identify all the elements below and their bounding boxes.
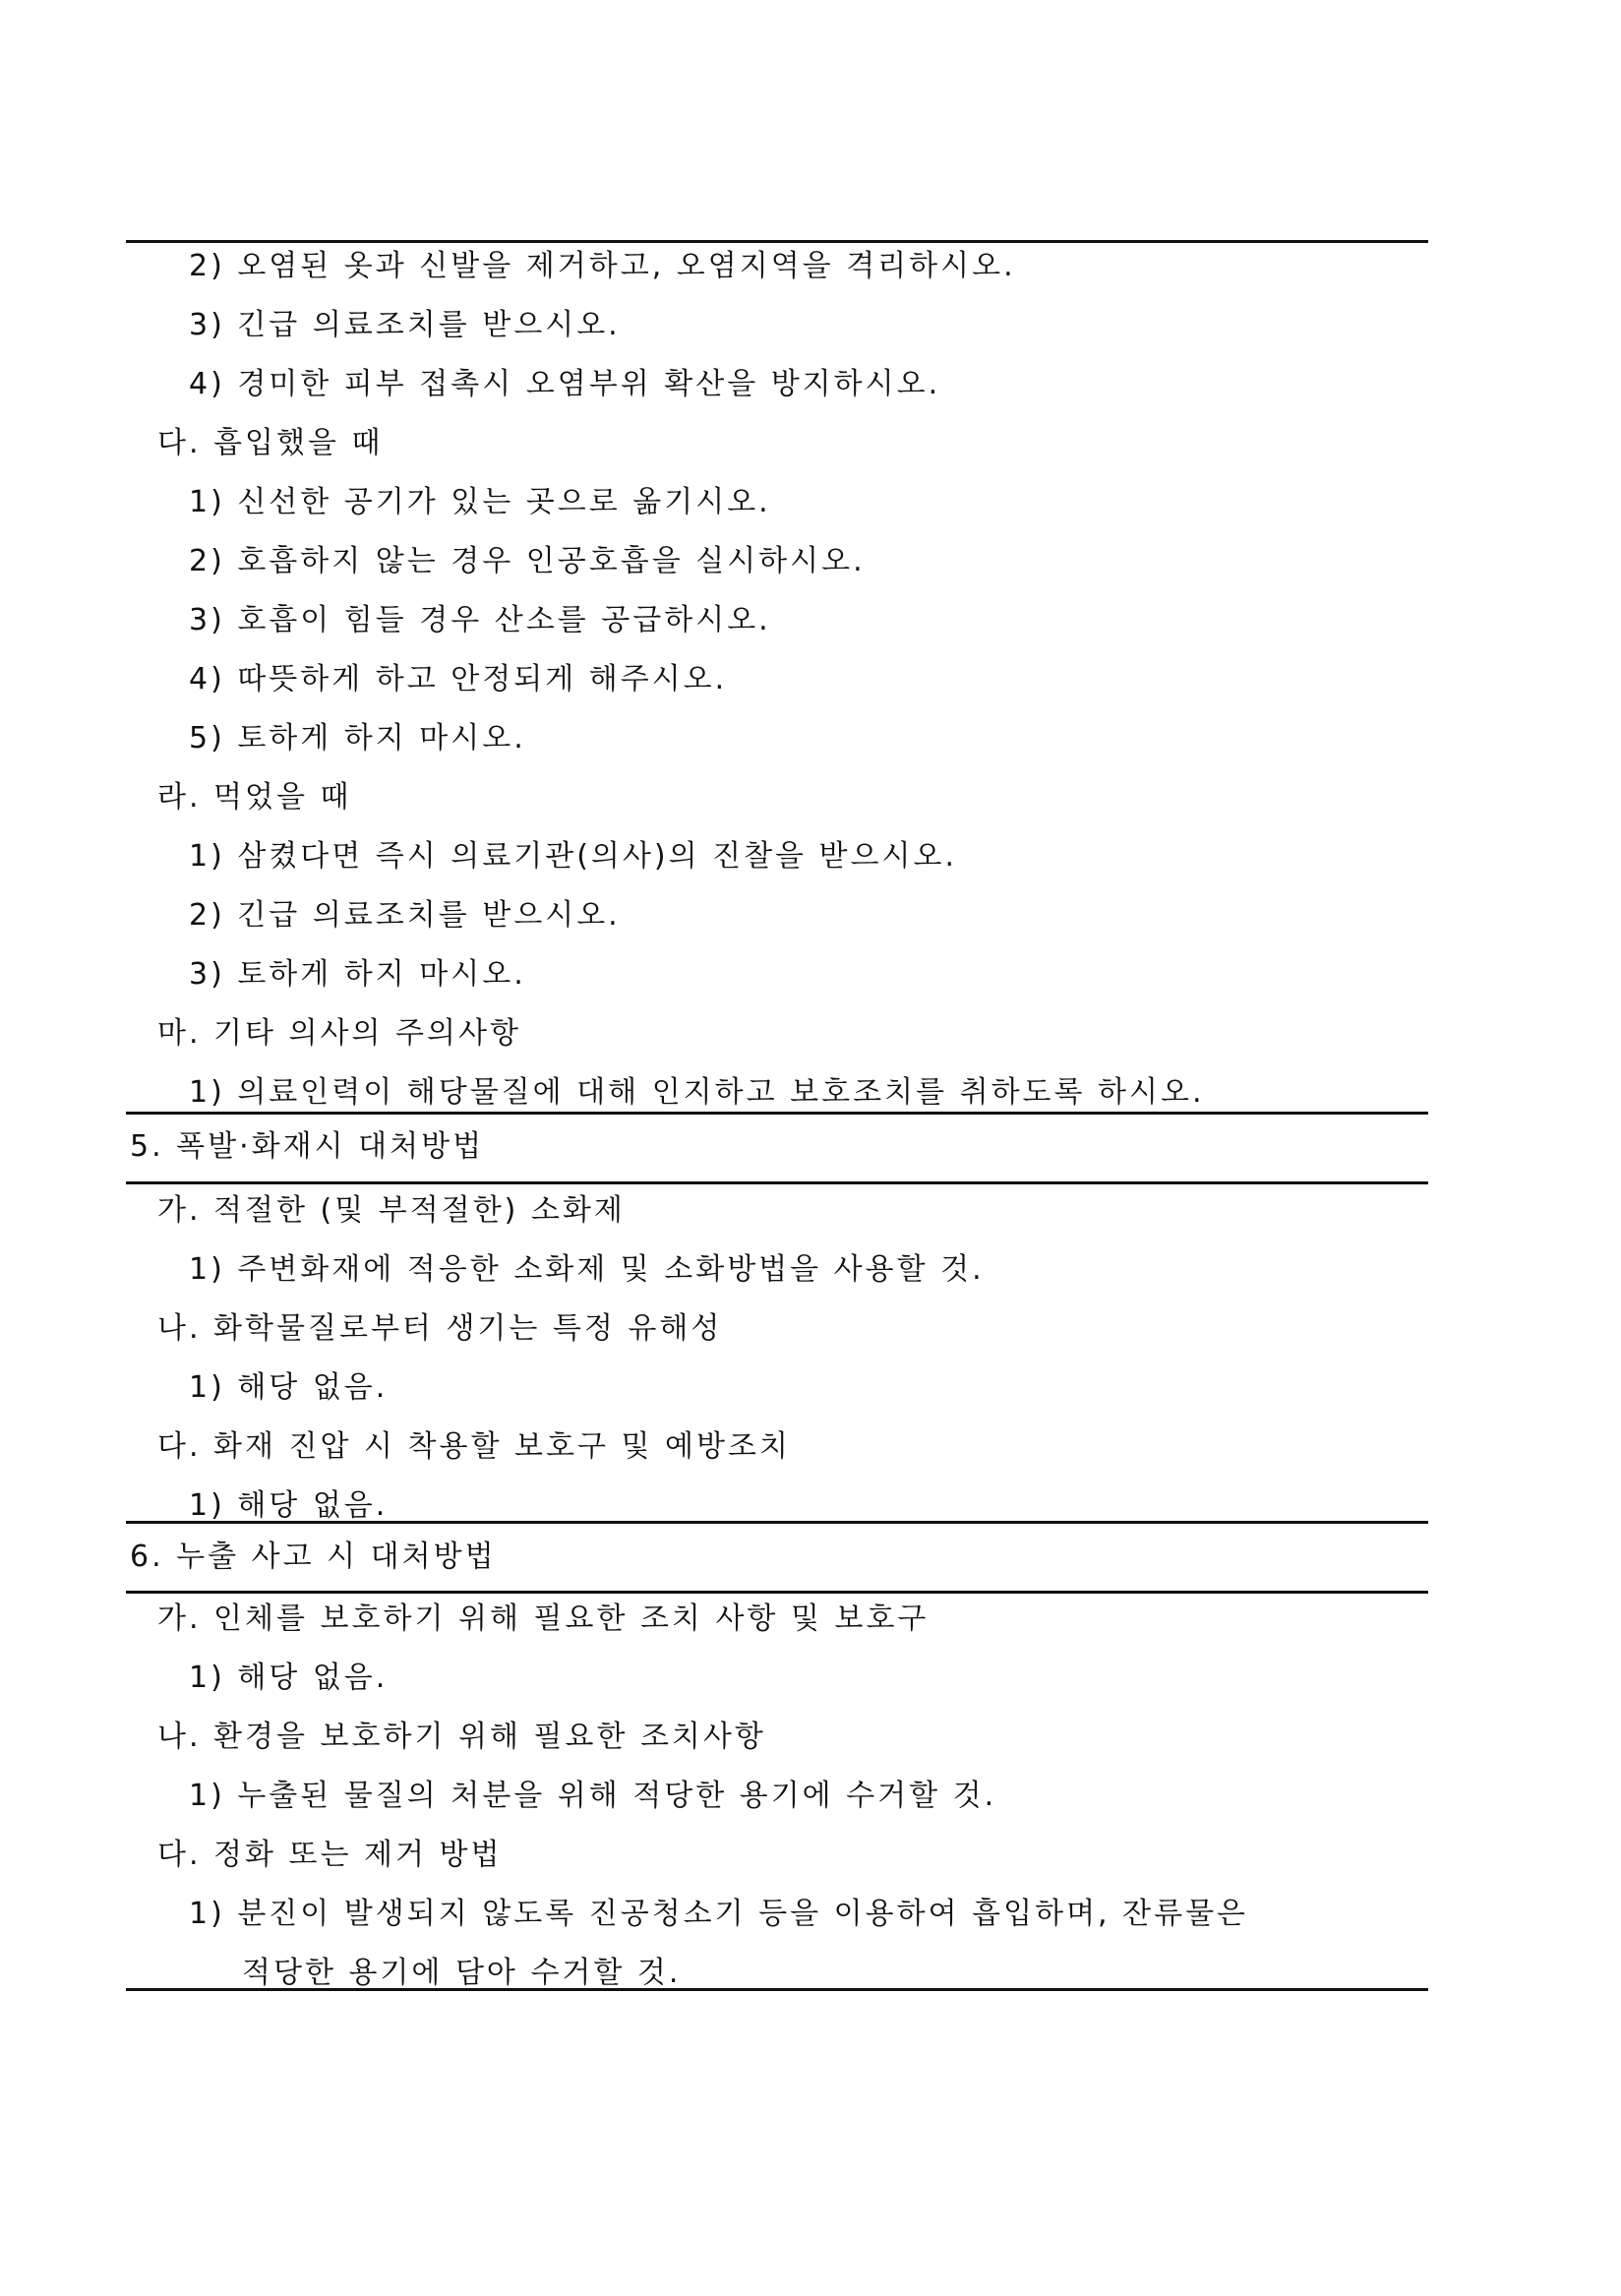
inhalation-item-2: 2) 호흡하지 않는 경우 인공호흡을 실시하시오.: [189, 544, 866, 578]
ingestion-item-2: 2) 긴급 의료조치를 받으시오.: [189, 898, 621, 933]
specific-hazards-item-1: 1) 해당 없음.: [189, 1370, 389, 1405]
subheading-physician-notes: 마. 기타 의사의 주의사항: [157, 1016, 521, 1051]
subheading-personal-precautions: 가. 인체를 보호하기 위해 필요한 조치 사항 및 보호구: [157, 1601, 930, 1636]
top-rule: [126, 240, 1428, 243]
cleanup-methods-item-1: 1) 분진이 발생되지 않도록 진공청소기 등을 이용하여 흡입하며, 잔류물은: [189, 1897, 1249, 1931]
subheading-firefighter-protection: 다. 화재 진압 시 착용할 보호구 및 예방조치: [157, 1429, 791, 1464]
personal-precautions-item-1: 1) 해당 없음.: [189, 1661, 389, 1695]
inhalation-item-1: 1) 신선한 공기가 있는 곳으로 옮기시오.: [189, 485, 771, 519]
bottom-rule: [126, 1988, 1428, 1991]
subheading-extinguishing-media: 가. 적절한 (및 부적절한) 소화제: [157, 1193, 626, 1228]
section-rule: [126, 1181, 1428, 1184]
inhalation-item-5: 5) 토하게 하지 마시오.: [189, 721, 526, 755]
section-rule: [126, 1591, 1428, 1594]
first-aid-item-3: 3) 긴급 의료조치를 받으시오.: [189, 308, 621, 342]
environmental-precautions-item-1: 1) 누출된 물질의 처분을 위해 적당한 용기에 수거할 것.: [189, 1779, 997, 1813]
inhalation-item-3: 3) 호흡이 힘들 경우 산소를 공급하시오.: [189, 603, 771, 637]
firefighter-protection-item-1: 1) 해당 없음.: [189, 1488, 389, 1523]
subheading-specific-hazards: 나. 화학물질로부터 생기는 특정 유해성: [157, 1311, 723, 1346]
section-rule: [126, 1112, 1428, 1115]
subheading-environmental-precautions: 나. 환경을 보호하기 위해 필요한 조치사항: [157, 1720, 766, 1754]
extinguishing-item-1: 1) 주변화재에 적응한 소화제 및 소화방법을 사용할 것.: [189, 1252, 985, 1287]
subheading-cleanup-methods: 다. 정화 또는 제거 방법: [157, 1838, 503, 1872]
ingestion-item-3: 3) 토하게 하지 마시오.: [189, 957, 526, 992]
first-aid-item-4: 4) 경미한 피부 접촉시 오염부위 확산을 방지하시오.: [189, 367, 941, 401]
subheading-ingestion: 라. 먹었을 때: [157, 780, 352, 815]
inhalation-item-4: 4) 따뜻하게 하고 안정되게 해주시오.: [189, 662, 728, 696]
first-aid-item-2: 2) 오염된 옷과 신발을 제거하고, 오염지역을 격리하시오.: [189, 249, 1016, 283]
subheading-inhalation: 다. 흡입했을 때: [157, 426, 384, 460]
physician-notes-item-1: 1) 의료인력이 해당물질에 대해 인지하고 보호조치를 취하도록 하시오.: [189, 1075, 1205, 1110]
cleanup-methods-item-1-continued: 적당한 용기에 담아 수거할 것.: [242, 1956, 682, 1990]
ingestion-item-1: 1) 삼켰다면 즉시 의료기관(의사)의 진찰을 받으시오.: [189, 839, 958, 874]
section-rule: [126, 1521, 1428, 1524]
section-5-heading: 5. 폭발·화재시 대처방법: [130, 1129, 485, 1164]
section-6-heading: 6. 누출 사고 시 대처방법: [130, 1540, 497, 1574]
